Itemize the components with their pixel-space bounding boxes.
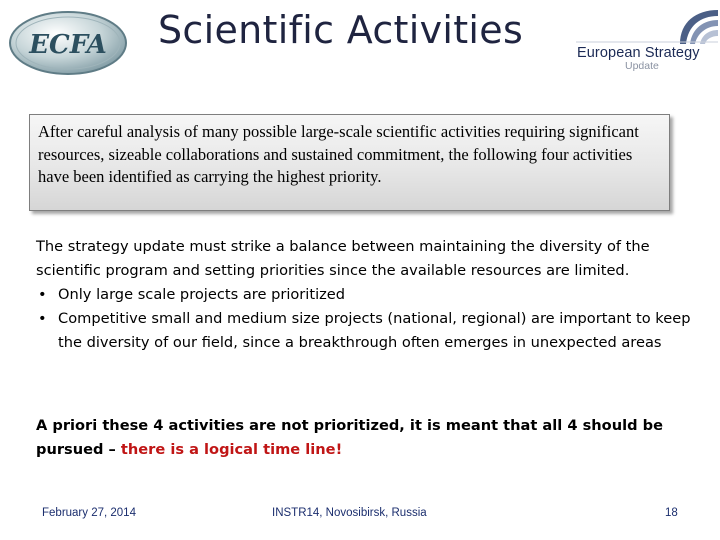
bullet-icon: • <box>38 286 47 303</box>
european-strategy-logo-line1: European Strategy <box>577 45 700 61</box>
footer-page-number: 18 <box>665 507 678 519</box>
ecfa-logo-text: ECFA <box>29 30 107 60</box>
strategy-body <box>36 235 696 355</box>
footer-date: February 27, 2014 <box>42 507 136 519</box>
european-strategy-logo-line2: Update <box>625 60 659 72</box>
ecfa-logo <box>4 6 132 78</box>
footer-venue: INSTR14, Novosibirsk, Russia <box>272 507 427 519</box>
intro-paragraph: The strategy update must strike a balance between maintaining the diversity of the scientific program and setting priorities since the available resources are limited. <box>36 238 650 279</box>
slide-title: Scientific Activities <box>158 8 524 52</box>
bullet-text: Only large scale projects are prioritized <box>58 286 346 303</box>
callout-text: After careful analysis of many possible large-scale scientific activities requiring significant resources, sizeable collaborations and sustained commitment, the following four activities have been identified as carrying the highest priority. <box>38 122 639 186</box>
emphasis-paragraph <box>36 414 696 462</box>
emphasis-text: A priori these 4 activities are not prioritized, it is meant that all 4 should be pursued – <box>36 417 663 458</box>
list-item <box>36 283 696 307</box>
emphasis-highlight: there is a logical time line! <box>120 441 343 458</box>
bullet-list <box>36 283 696 355</box>
bullet-text: Competitive small and medium size projects (national, regional) are important to keep the diversity of our field, since a breakthrough often emerges in unexpected areas <box>58 310 691 351</box>
priority-callout-box <box>29 114 670 211</box>
bullet-icon: • <box>38 310 47 327</box>
list-item <box>36 307 696 355</box>
ecfa-logo-graphic <box>4 6 132 78</box>
